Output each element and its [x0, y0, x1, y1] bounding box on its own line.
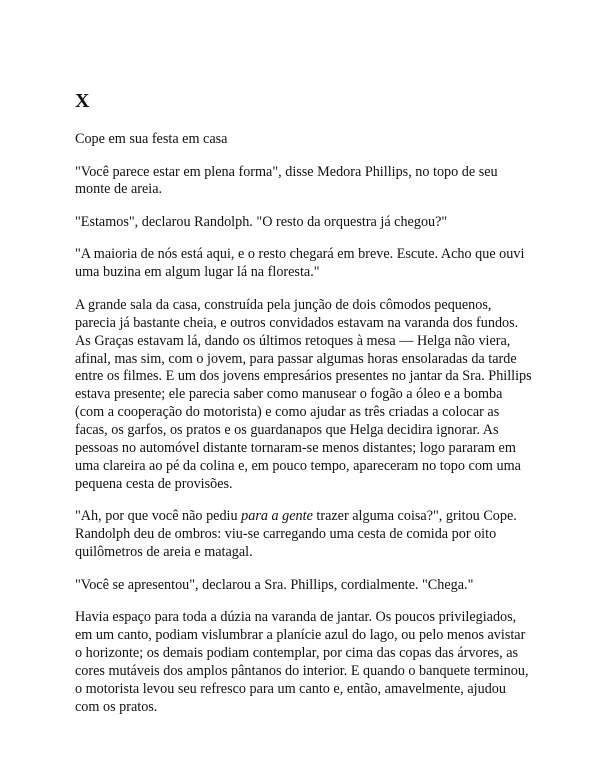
- chapter-subtitle: Cope em sua festa em casa: [75, 131, 228, 147]
- paragraph: "A maioria de nós está aqui, e o resto chegará em breve. Escute. Acho que ouvi uma buzina em algum lugar lá na floresta.": [75, 246, 525, 281]
- paragraph-text: "Ah, por que você não pediu: [75, 508, 242, 525]
- paragraph-cope: [75, 508, 533, 562]
- italic-phrase: para a gente: [241, 508, 313, 525]
- paragraph: "Estamos", declarou Randolph. "O resto da orquestra já chegou?": [75, 213, 448, 230]
- paragraph: Havia espaço para toda a dúzia na varanda de jantar. Os poucos privilegiados, em um canto, podiam vislumbrar a planície azul do lago, ou pelo menos avistar o horizonte; os demais podiam contemplar, por cima das copas das árvores, as cores mutáveis dos amplos pântanos do interior. E quando o banquete terminou, o motorista levou seu refresco para um canto e, então, amavelmente, ajudou com os pratos.: [75, 609, 529, 715]
- chapter-number: X: [75, 90, 90, 112]
- paragraph: A grande sala da casa, construída pela junção de dois cômodos pequenos, parecia já bastante cheia, e outros convidados estavam na varanda dos fundos. As Graças estavam lá, dando os últimos retoques à mesa — Helga não viera, afinal, mas sim, com o jovem, para passar algumas horas ensolaradas da tarde entre os filmes. E um dos jovens empresários presentes no jantar da Sra. Phillips estava presente; ele parecia saber como manusear o fogão a óleo e a bomba (com a cooperação do motorista) e como ajudar as três criadas a colocar as facas, os garfos, os pratos e os guardanapos que Helga decidira ignorar. As pessoas no automóvel distante tornaram-se menos distantes; logo pararam em uma clareira ao pé da colina e, em pouco tempo, apareceram no topo com uma pequena cesta de provisões.: [75, 296, 532, 492]
- paragraph: "Você se apresentou", declarou a Sra. Phillips, cordialmente. "Chega.": [75, 576, 474, 593]
- paragraph: "Você parece estar em plena forma", disse Medora Phillips, no topo de seu monte de areia.: [75, 163, 498, 198]
- chapter-body: [75, 131, 533, 731]
- paragraph-text: trazer alguma coisa?", gritou Cope. Randolph deu de ombros: viu-se carregando uma cesta de comida por oito quilômetros de areia e matagal.: [75, 508, 517, 561]
